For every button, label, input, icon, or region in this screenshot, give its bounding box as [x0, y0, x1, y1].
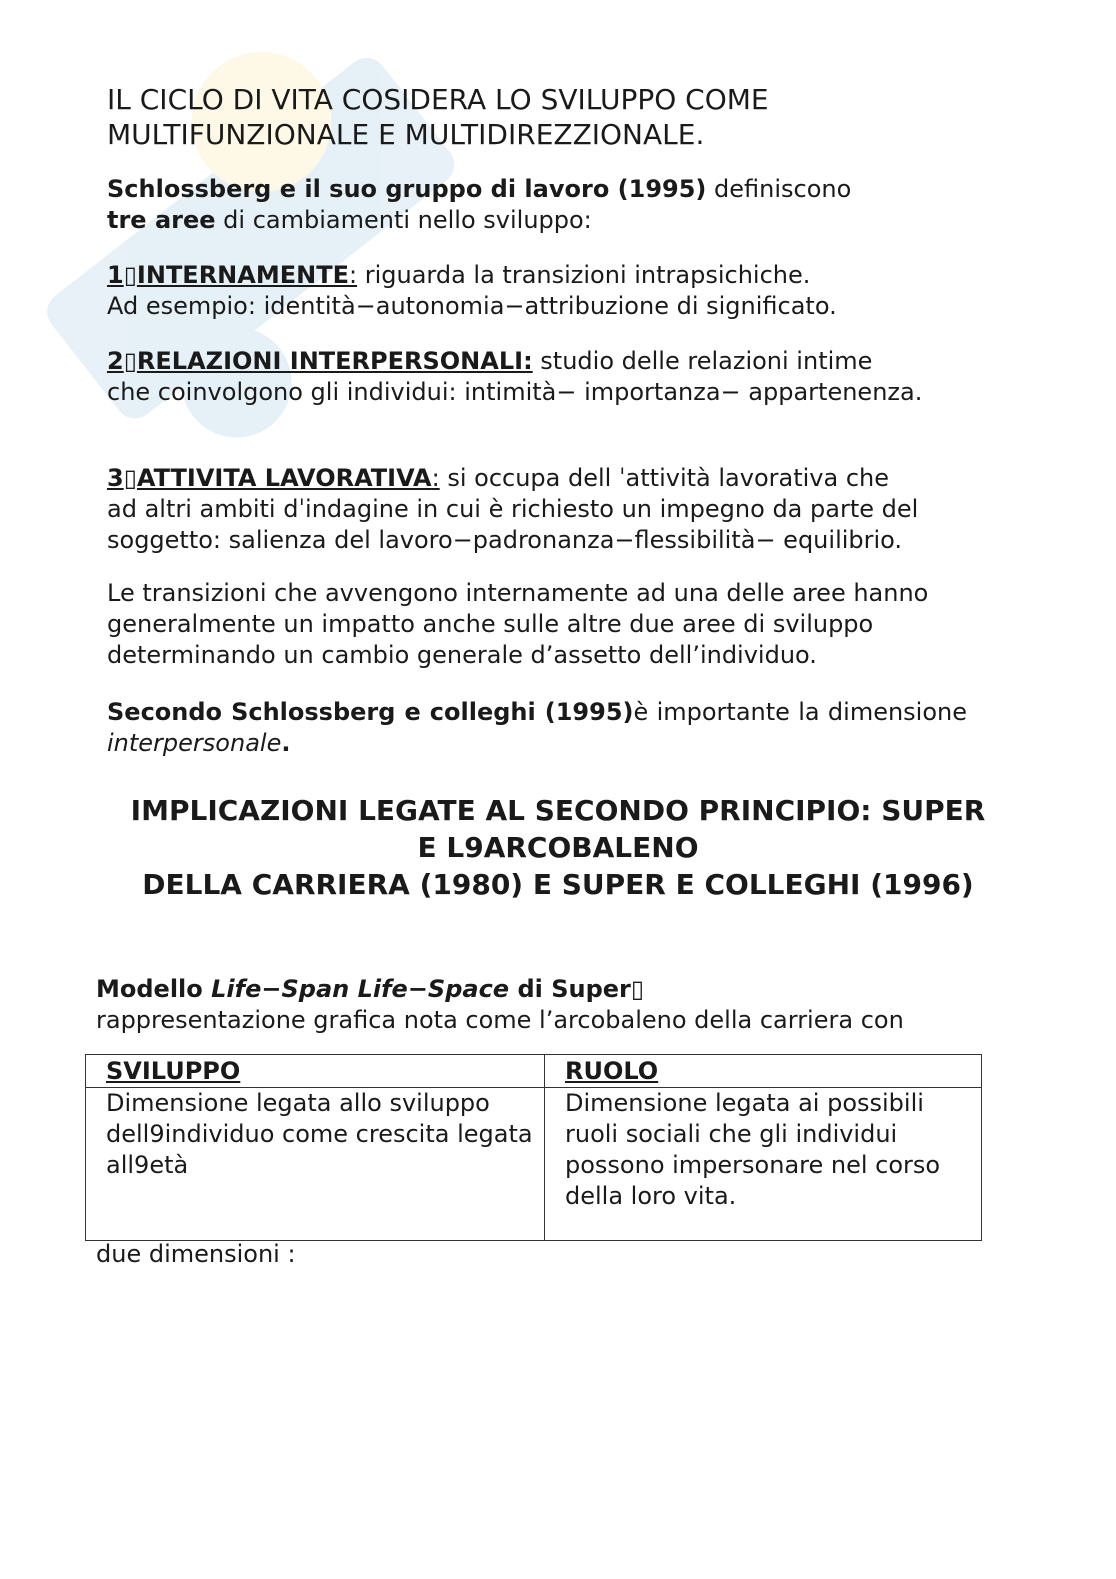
page-title: IL CICLO DI VITA COSIDERA LO SVILUPPO COME MULTIFUNZIONALE E MULTIDIREZZIONALE. [107, 83, 769, 151]
table-header-sviluppo: SVILUPPO [86, 1055, 545, 1088]
missing-glyph-icon: ▯ [123, 464, 137, 492]
table-cell-sviluppo: Dimensione legata allo sviluppo dell9individuo come crescita legata all9età [86, 1088, 545, 1241]
table-header-row [86, 1055, 982, 1088]
area-attivita-lavorativa: 3▯ATTIVITA LAVORATIVA: si occupa dell ˈattività lavorativa che ad altri ambiti dˈindagine in cui è richiesto un impegno da parte del soggetto: salienza del lavoro−padronanza−flessibilità− equilibrio. [107, 464, 919, 554]
model-paragraph: Modello Life−Span Life−Space di Super▯ rappresentazione grafica nota come l’arcobaleno della carriera con [96, 975, 904, 1034]
section-heading: IMPLICAZIONI LEGATE AL SECONDO PRINCIPIO: SUPER E L9ARCOBALENO DELLA CARRIERA (1980) E SUPER E COLLEGHI (1996) [130, 794, 986, 901]
missing-glyph-icon: ▯ [123, 347, 137, 375]
missing-glyph-icon: ▯ [123, 261, 137, 289]
table-header-ruolo: RUOLO [545, 1055, 982, 1088]
after-table-text: due dimensioni : [96, 1240, 296, 1268]
missing-glyph-icon: ▯ [630, 975, 645, 1003]
table-row [86, 1088, 982, 1241]
intro-paragraph: Schlossberg e il suo gruppo di lavoro (1995) definiscono tre aree di cambiamenti nello sviluppo: [107, 175, 852, 234]
area-internamente: 1▯INTERNAMENTE: riguarda la transizioni intrapsichiche. Ad esempio: identità−autonomia−attribuzione di significato. [107, 261, 837, 320]
schlossberg-paragraph: Secondo Schlossberg e colleghi (1995)è importante la dimensione interpersonale. [107, 698, 968, 757]
table-cell-ruolo: Dimensione legata ai possibili ruoli sociali che gli individui possono impersonare nel corso della loro vita. [545, 1088, 982, 1241]
dimensions-table [85, 1054, 982, 1241]
area-relazioni-interpersonali: 2▯RELAZIONI INTERPERSONALI: studio delle relazioni intime che coinvolgono gli individui: intimità− importanza− appartenenza. [107, 347, 923, 406]
transitions-paragraph: Le transizioni che avvengono internamente ad una delle aree hanno generalmente un impatto anche sulle altre due aree di sviluppo determinando un cambio generale d’assetto dell’individuo. [107, 579, 929, 669]
